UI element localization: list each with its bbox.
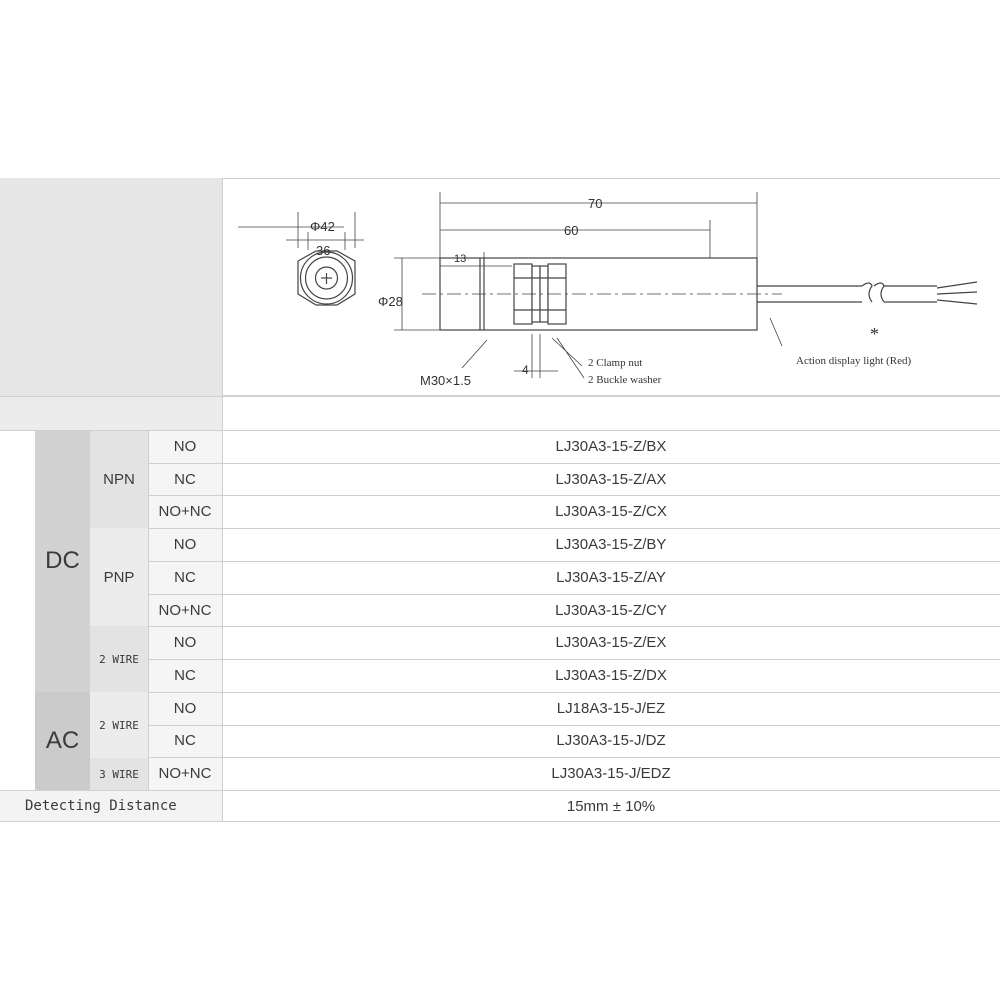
model-cell — [222, 626, 1000, 659]
output-cell — [148, 430, 222, 463]
ac-2wire-cell — [90, 692, 148, 758]
row-divider — [148, 463, 1000, 464]
model-cell — [222, 430, 1000, 463]
model-cell — [222, 659, 1000, 692]
output-label: NC — [174, 666, 196, 684]
left-header-panel — [0, 178, 222, 396]
dim-4-label: 4 — [522, 363, 529, 377]
output-label: NO — [173, 699, 197, 717]
model-cell — [222, 528, 1000, 561]
model-cell — [222, 463, 1000, 496]
front-view — [238, 212, 364, 305]
output-cell — [148, 757, 222, 790]
output-cell — [148, 594, 222, 627]
pnp-label: PNP — [103, 568, 135, 586]
npn-label: NPN — [103, 470, 135, 488]
dim-thread-label: M30×1.5 — [420, 373, 471, 388]
model-cell — [222, 594, 1000, 627]
npn-cell — [90, 430, 148, 528]
spacer-row-border — [0, 396, 1000, 397]
row-divider — [148, 757, 1000, 758]
table-bottom-border — [0, 821, 1000, 822]
model-number: LJ30A3-15-Z/AX — [555, 470, 667, 488]
model-number: LJ30A3-15-Z/AY — [556, 568, 666, 586]
dim-phi28-label: Φ28 — [378, 294, 403, 309]
model-cell — [222, 495, 1000, 528]
ac-2wire-label: 2 WIRE — [99, 718, 139, 732]
table-detect-border — [0, 790, 1000, 791]
row-divider — [148, 692, 1000, 693]
detecting-distance-value-cell — [222, 790, 1000, 822]
header-divider — [222, 178, 223, 430]
model-cell — [222, 561, 1000, 594]
model-cell — [222, 725, 1000, 758]
model-number: LJ30A3-15-Z/EX — [555, 634, 667, 652]
dim-phi42-label: Φ42 — [310, 219, 335, 234]
model-number: LJ30A3-15-Z/BY — [555, 536, 667, 554]
ac-label: AC — [45, 727, 80, 754]
model-number: LJ30A3-15-Z/BX — [555, 437, 667, 455]
model-number: LJ30A3-15-Z/CX — [555, 503, 667, 521]
output-cell — [148, 528, 222, 561]
buckle-washer-label: 2 Buckle washer — [588, 374, 662, 386]
output-cell — [148, 561, 222, 594]
row-divider — [148, 495, 1000, 496]
action-light-label: Action display light (Red) — [796, 355, 912, 367]
type-table — [0, 430, 1000, 822]
model-number: LJ30A3-15-J/DZ — [556, 732, 666, 750]
dim-13-label: 13 — [454, 253, 467, 265]
asterisk-mark: * — [870, 324, 879, 344]
row-divider — [148, 659, 1000, 660]
output-cell — [148, 725, 222, 758]
row-divider — [148, 626, 1000, 627]
row-divider — [148, 528, 1000, 529]
detecting-distance-label: Detecting Distance — [25, 798, 177, 814]
model-number: LJ30A3-15-Z/CY — [555, 601, 667, 619]
output-label: NO — [173, 536, 197, 554]
output-label: NO — [173, 437, 197, 455]
model-number: LJ30A3-15-J/EDZ — [551, 765, 671, 783]
output-cell — [148, 463, 222, 496]
output-label: NO+NC — [158, 765, 212, 783]
dc-label: DC — [45, 547, 80, 574]
clamp-nut-label: 2 Clamp nut — [588, 357, 643, 369]
ac-group-cell — [35, 692, 90, 790]
row-divider — [148, 561, 1000, 562]
model-number: LJ18A3-15-J/EZ — [556, 699, 666, 717]
table-divider-main — [222, 430, 223, 822]
spacer-row-left — [0, 396, 222, 430]
model-cell — [222, 692, 1000, 725]
model-number: LJ30A3-15-Z/DX — [555, 666, 667, 684]
output-label: NC — [174, 732, 196, 750]
output-label: NC — [174, 568, 196, 586]
output-label: NO+NC — [158, 601, 212, 619]
detecting-distance-label-cell — [0, 790, 222, 822]
ac-3wire-cell — [90, 758, 148, 790]
dc-2wire-label: 2 WIRE — [99, 652, 139, 666]
dc-2wire-cell — [90, 626, 148, 692]
output-cell — [148, 659, 222, 692]
dim-36-label: 36 — [316, 243, 331, 258]
output-cell — [148, 626, 222, 659]
model-cell — [222, 757, 1000, 790]
pnp-cell — [90, 528, 148, 626]
ac-3wire-label: 3 WIRE — [99, 767, 139, 781]
side-view — [394, 192, 977, 378]
dim-70-label: 70 — [588, 196, 603, 211]
row-divider — [148, 725, 1000, 726]
table-top-border — [0, 430, 1000, 431]
dim-60-label: 60 — [564, 223, 579, 238]
output-cell — [148, 495, 222, 528]
detecting-distance-value: 15mm ± 10% — [566, 797, 656, 815]
output-label: NO+NC — [158, 503, 212, 521]
sensor-drawing — [222, 178, 1000, 396]
output-label: NO — [173, 634, 197, 652]
table-divider-output — [148, 430, 149, 790]
dc-group-cell — [35, 430, 90, 692]
row-divider — [148, 594, 1000, 595]
output-cell — [148, 692, 222, 725]
output-label: NC — [174, 470, 196, 488]
